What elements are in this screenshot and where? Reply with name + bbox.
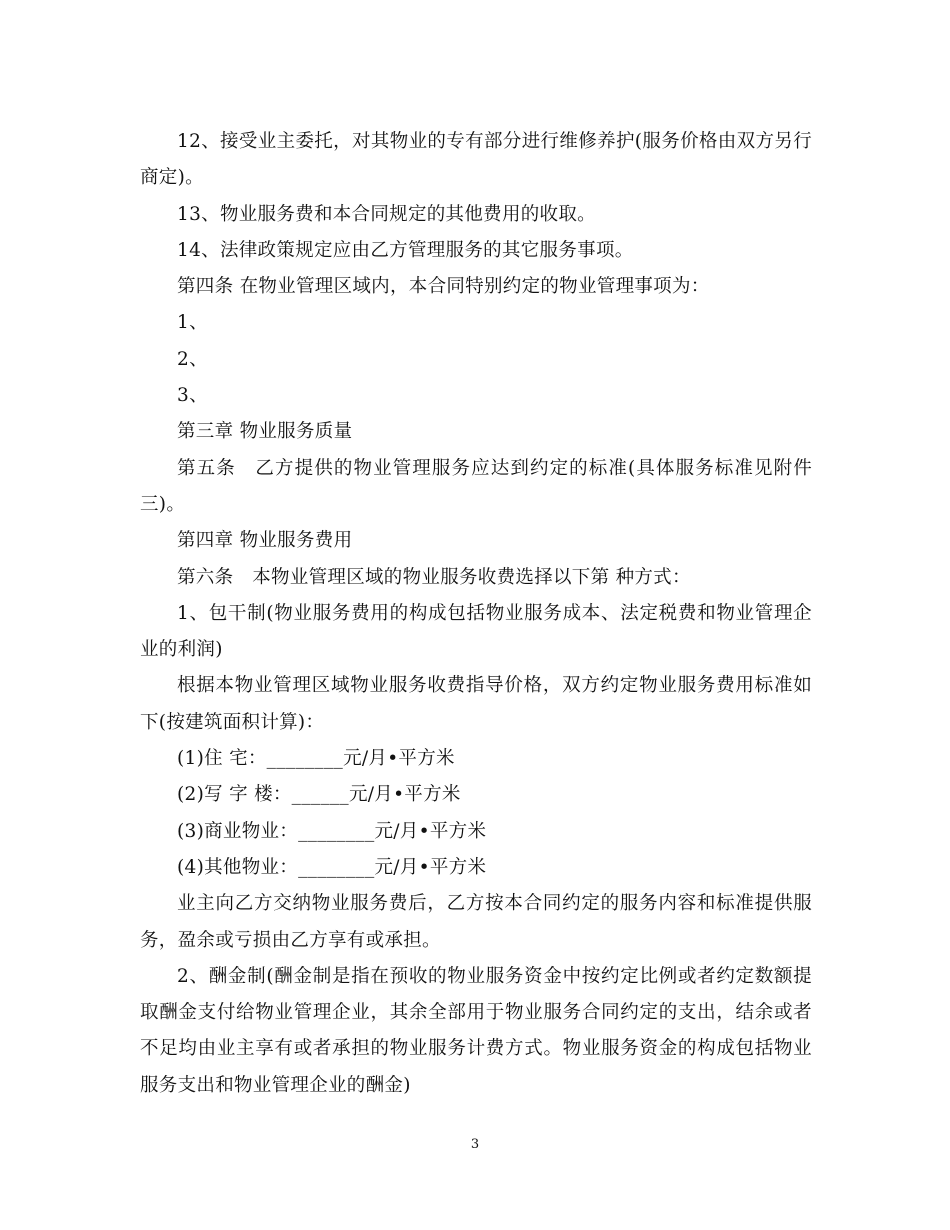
article-5: 第五条 乙方提供的物业管理服务应达到约定的标准(具体服务标准见附件三)。 (140, 457, 812, 515)
fee-method-1: 1、包干制(物业服务费用的构成包括物业服务成本、法定税费和物业管理企业的利润) (140, 602, 812, 661)
fee-office: (2)写 字 楼：______元/月•平方米 (177, 784, 461, 806)
fee-other: (4)其他物业：________元/月•平方米 (177, 856, 487, 878)
fee-commercial: (3)商业物业：________元/月•平方米 (177, 820, 487, 842)
chapter-3-heading: 第三章 物业服务质量 (177, 421, 353, 443)
paragraph-item-13: 13、物业服务费和本合同规定的其他费用的收取。 (177, 203, 596, 225)
paragraph-item-14: 14、法律政策规定应由乙方管理服务的其它服务事项。 (177, 239, 634, 261)
fee-surplus-note: 业主向乙方交纳物业服务费后，乙方按本合同约定的服务内容和标准提供服务，盈余或亏损由乙方享有或承担。 (140, 893, 812, 951)
fee-standard-intro: 根据本物业管理区域物业服务收费指导价格，双方约定物业服务费用标准如下(按建筑面积计算)： (140, 675, 812, 733)
document-body (140, 124, 812, 1104)
article-6: 第六条 本物业管理区域的物业服务收费选择以下第 种方式： (177, 566, 691, 588)
paragraph-item-12: 12、接受业主委托，对其物业的专有部分进行维修养护(服务价格由双方另行商定)。 (140, 131, 812, 189)
fee-method-2: 2、酬金制(酬金制是指在预收的物业服务资金中按约定比例或者约定数额提取酬金支付给物业管理企业，其余全部用于物业服务合同约定的支出，结余或者不足均由业主享有或者承担的物业服务计费方式。物业服务资金的构成包括物业服务支出和物业管理企业的酬金) (140, 965, 812, 1096)
chapter-4-heading: 第四章 物业服务费用 (177, 530, 353, 552)
page-number: 3 (470, 1137, 480, 1152)
fee-residential: (1)住 宅：________元/月•平方米 (177, 748, 455, 770)
special-item-3: 3、 (177, 385, 208, 407)
special-item-1: 1、 (177, 312, 208, 334)
article-4: 第四条 在物业管理区域内，本合同特别约定的物业管理事项为： (177, 276, 710, 298)
special-item-2: 2、 (177, 348, 208, 370)
